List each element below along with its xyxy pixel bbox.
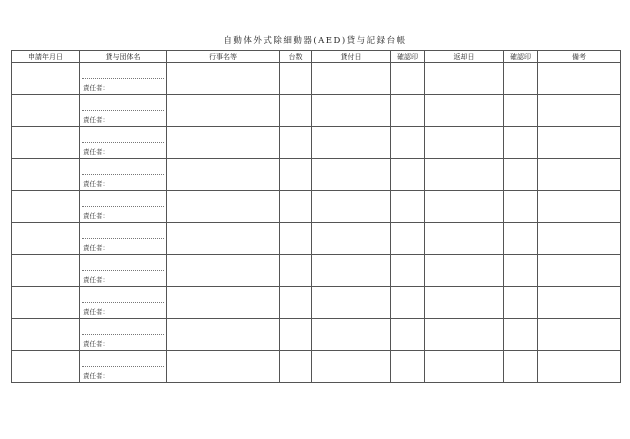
record-cell — [12, 191, 80, 223]
responsible-person-label: 責任者： — [83, 84, 109, 92]
record-cell — [280, 95, 312, 127]
record-cell — [391, 223, 425, 255]
organization-cell — [80, 287, 166, 318]
organization-cell — [80, 319, 166, 350]
record-cell — [538, 191, 621, 223]
responsible-person-label: 責任者： — [83, 212, 109, 220]
record-cell — [425, 223, 504, 255]
record-cell — [167, 95, 280, 127]
record-cell — [538, 223, 621, 255]
record-cell — [425, 127, 504, 159]
organization-cell — [80, 159, 166, 190]
record-cell — [167, 223, 280, 255]
record-cell — [425, 255, 504, 287]
record-cell — [80, 255, 167, 287]
record-cell — [12, 223, 80, 255]
record-cell — [391, 95, 425, 127]
responsible-person-label: 責任者： — [83, 308, 109, 316]
record-cell — [80, 287, 167, 319]
record-cell — [425, 351, 504, 383]
record-cell — [312, 287, 391, 319]
record-cell — [280, 255, 312, 287]
record-cell — [391, 319, 425, 351]
responsible-person-label: 責任者： — [83, 340, 109, 348]
record-cell — [504, 255, 538, 287]
record-cell — [312, 319, 391, 351]
record-cell — [312, 223, 391, 255]
record-cell — [425, 159, 504, 191]
responsible-person-label: 責任者： — [83, 148, 109, 156]
header-confirm-stamp: 確認印 — [504, 51, 538, 63]
record-cell — [504, 351, 538, 383]
record-cell — [80, 95, 167, 127]
record-cell — [538, 159, 621, 191]
record-cell — [80, 63, 167, 95]
record-cell — [504, 287, 538, 319]
record-row — [12, 159, 621, 191]
record-row — [12, 351, 621, 383]
record-cell — [504, 127, 538, 159]
record-cell — [167, 159, 280, 191]
record-cell — [504, 223, 538, 255]
organization-cell — [80, 351, 166, 382]
record-cell — [280, 159, 312, 191]
record-cell — [504, 95, 538, 127]
record-cell — [80, 159, 167, 191]
record-cell — [312, 351, 391, 383]
record-cell — [167, 351, 280, 383]
header-unit-count: 台数 — [280, 51, 312, 63]
record-cell — [12, 351, 80, 383]
record-cell — [80, 191, 167, 223]
responsible-person-label: 責任者： — [83, 244, 109, 252]
organization-cell — [80, 63, 166, 94]
record-cell — [425, 191, 504, 223]
record-cell — [167, 127, 280, 159]
record-cell — [538, 351, 621, 383]
record-cell — [538, 255, 621, 287]
header-event-name: 行事名等 — [167, 51, 280, 63]
record-cell — [12, 287, 80, 319]
record-cell — [312, 191, 391, 223]
record-cell — [312, 255, 391, 287]
record-cell — [12, 319, 80, 351]
dotted-divider — [82, 142, 164, 143]
record-cell — [280, 127, 312, 159]
record-cell — [12, 127, 80, 159]
record-cell — [391, 159, 425, 191]
header-lending-date: 貸付日 — [312, 51, 391, 63]
record-cell — [538, 319, 621, 351]
record-cell — [312, 95, 391, 127]
dotted-divider — [82, 270, 164, 271]
record-cell — [80, 351, 167, 383]
responsible-person-label: 責任者： — [83, 276, 109, 284]
header-organization-name: 貸与団体名 — [80, 51, 167, 63]
header-confirm-stamp: 確認印 — [391, 51, 425, 63]
record-cell — [312, 127, 391, 159]
record-cell — [538, 287, 621, 319]
header-application-date: 申請年月日 — [12, 51, 80, 63]
record-cell — [391, 255, 425, 287]
dotted-divider — [82, 302, 164, 303]
dotted-divider — [82, 206, 164, 207]
record-row — [12, 287, 621, 319]
record-cell — [504, 159, 538, 191]
dotted-divider — [82, 334, 164, 335]
organization-cell — [80, 127, 166, 158]
organization-cell — [80, 223, 166, 254]
record-cell — [280, 319, 312, 351]
record-cell — [167, 319, 280, 351]
organization-cell — [80, 255, 166, 286]
record-cell — [80, 319, 167, 351]
record-cell — [80, 127, 167, 159]
record-row — [12, 255, 621, 287]
record-row — [12, 319, 621, 351]
record-cell — [280, 351, 312, 383]
dotted-divider — [82, 366, 164, 367]
record-cell — [12, 255, 80, 287]
record-cell — [167, 191, 280, 223]
lending-record-table — [11, 50, 621, 383]
record-cell — [80, 223, 167, 255]
record-cell — [425, 63, 504, 95]
record-cell — [391, 287, 425, 319]
record-cell — [538, 127, 621, 159]
dotted-divider — [82, 78, 164, 79]
dotted-divider — [82, 238, 164, 239]
record-cell — [425, 287, 504, 319]
organization-cell — [80, 95, 166, 126]
dotted-divider — [82, 174, 164, 175]
record-cell — [425, 319, 504, 351]
record-cell — [12, 159, 80, 191]
record-cell — [312, 63, 391, 95]
record-row — [12, 223, 621, 255]
record-cell — [391, 351, 425, 383]
dotted-divider — [82, 110, 164, 111]
organization-cell — [80, 191, 166, 222]
record-row — [12, 63, 621, 95]
record-cell — [425, 95, 504, 127]
record-row — [12, 191, 621, 223]
record-cell — [167, 255, 280, 287]
record-cell — [280, 223, 312, 255]
responsible-person-label: 責任者： — [83, 372, 109, 380]
responsible-person-label: 責任者： — [83, 180, 109, 188]
record-cell — [538, 95, 621, 127]
record-cell — [504, 63, 538, 95]
record-cell — [167, 287, 280, 319]
record-cell — [504, 191, 538, 223]
header-remarks: 備考 — [538, 51, 621, 63]
record-cell — [167, 63, 280, 95]
record-cell — [12, 63, 80, 95]
header-return-date: 返却日 — [425, 51, 504, 63]
record-cell — [391, 63, 425, 95]
record-row — [12, 95, 621, 127]
record-cell — [504, 319, 538, 351]
record-cell — [312, 159, 391, 191]
record-cell — [280, 287, 312, 319]
document-title: 自動体外式除細動器(AED)貸与記録台帳 — [223, 36, 407, 46]
responsible-person-label: 責任者： — [83, 116, 109, 124]
record-cell — [280, 63, 312, 95]
record-cell — [391, 127, 425, 159]
header-row — [12, 51, 621, 63]
record-row — [12, 127, 621, 159]
record-cell — [391, 191, 425, 223]
record-cell — [280, 191, 312, 223]
record-cell — [538, 63, 621, 95]
record-cell — [12, 95, 80, 127]
